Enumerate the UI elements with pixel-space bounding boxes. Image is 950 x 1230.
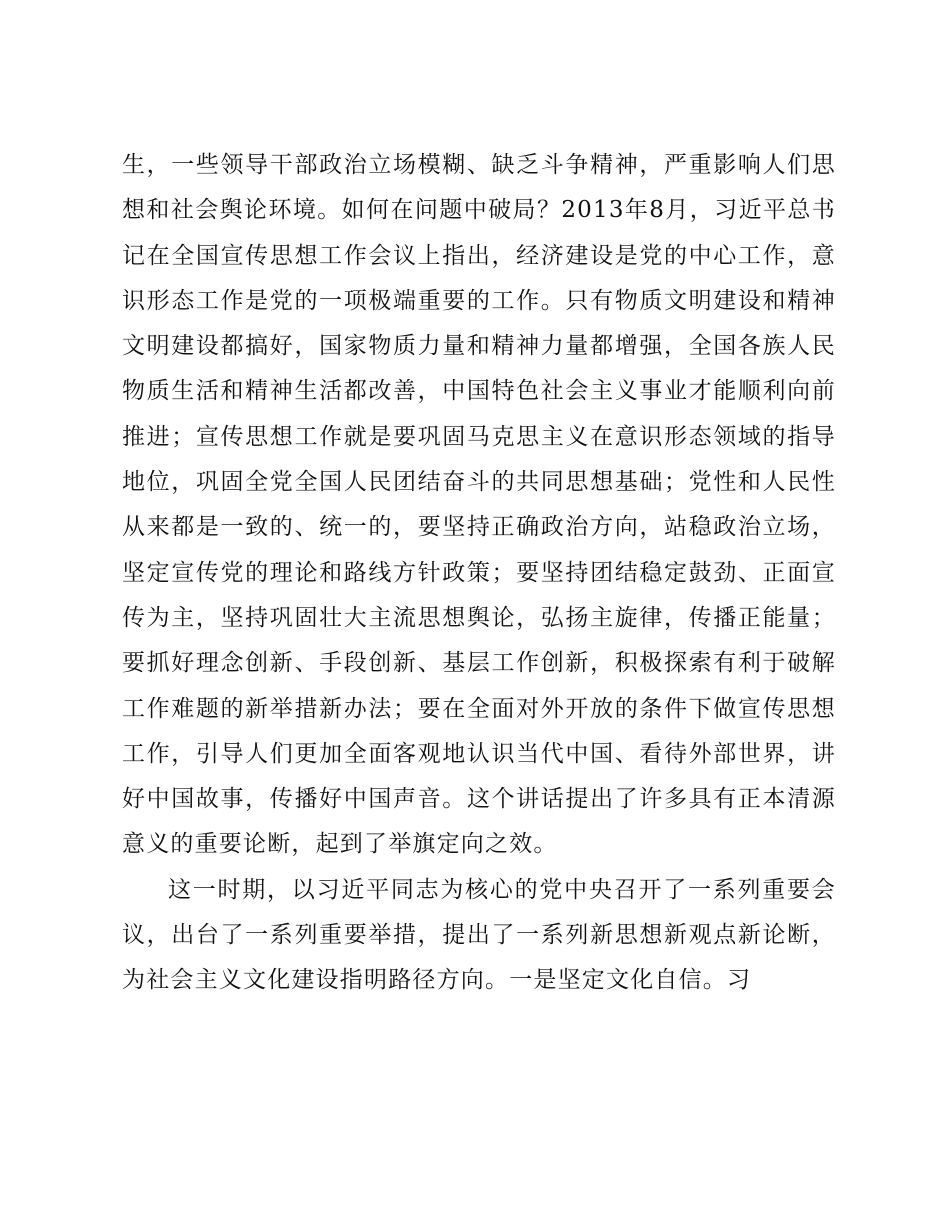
- body-paragraph: 这一时期，以习近平同志为核心的党中央召开了一系列重要会议，出台了一系列重要举措，提出了一系列新思想新观点新论断，为社会主义文化建设指明路径方向。一是坚定文化自信。习: [122, 876, 836, 994]
- document-body: [122, 143, 836, 1004]
- body-paragraph-continued: 生，一些领导干部政治立场模糊、缺乏斗争精神，严重影响人们思想和社会舆论环境。如何在问题中破局？2013年8月，习近平总书记在全国宣传思想工作会议上指出，经济建设是党的中心工作，意识形态工作是党的一项极端重要的工作。只有物质文明建设和精神文明建设都搞好，国家物质力量和精神力量都增强，全国各族人民物质生活和精神生活都改善，中国特色社会主义事业才能顺利向前推进；宣传思想工作就是要巩固马克思主义在意识形态领域的指导地位，巩固全党全国人民团结奋斗的共同思想基础；党性和人民性从来都是一致的、统一的，要坚持正确政治方向，站稳政治立场，坚定宣传党的理论和路线方针政策；要坚持团结稳定鼓劲、正面宣传为主，坚持巩固壮大主流思想舆论，弘扬主旋律，传播正能量；要抓好理念创新、手段创新、基层工作创新，积极探索有利于破解工作难题的新举措新办法；要在全面对外开放的条件下做宣传思想工作，引导人们更加全面客观地认识当代中国、看待外部世界，讲好中国故事，传播好中国声音。这个讲话提出了许多具有正本清源意义的重要论断，起到了举旗定向之效。: [122, 152, 836, 858]
